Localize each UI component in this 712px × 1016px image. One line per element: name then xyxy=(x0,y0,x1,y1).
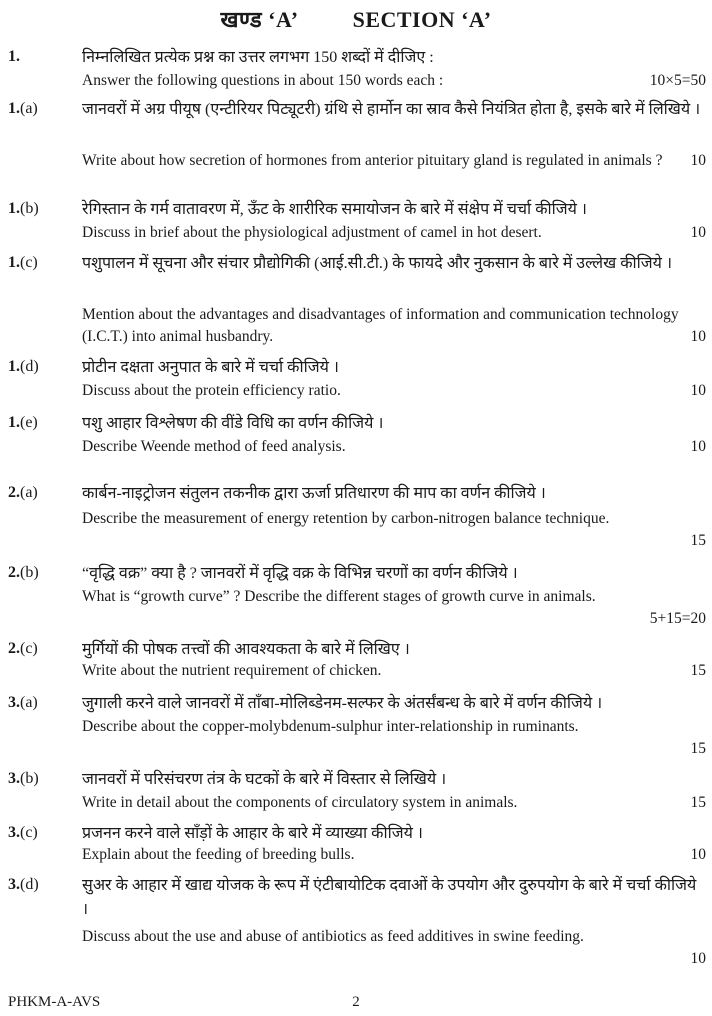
question-text-hindi: प्रजनन करने वाले साँड़ों के आहार के बारे में व्याख्या कीजिये । xyxy=(82,825,423,842)
question-text-english: Write about how secretion of hormones from anterior pituitary gland is regulated in animals ? 10 xyxy=(82,150,706,172)
question-text-hindi: पशुपालन में सूचना और संचार प्रौद्योगिकी (आई.सी.टी.) के फायदे और नुकसान के बारे में उल्लेख कीजिये । xyxy=(82,255,673,272)
question-marks: 10 xyxy=(690,438,706,455)
question-marks: 10 xyxy=(690,382,706,399)
question-text-hindi: निम्नलिखित प्रत्येक प्रश्न का उत्तर लगभग 150 शब्दों में दीजिए : xyxy=(82,49,434,66)
question-number: 1.(e) xyxy=(8,414,38,431)
question-number: 2.(a) xyxy=(8,484,38,501)
question-number: 3.(c) xyxy=(8,824,38,841)
section-title-hindi: खण्ड ‘A’ xyxy=(220,7,299,32)
question-text-english: 10 Describe Weende method of feed analysis. xyxy=(82,436,706,458)
question-text-hindi: कार्बन-नाइट्रोजन संतुलन तकनीक द्वारा ऊर्जा प्रतिधारण की माप का वर्णन कीजिये । xyxy=(82,485,546,502)
question-number: 1.(c) xyxy=(8,254,38,271)
paper-code: PHKM-A-AVS xyxy=(8,994,101,1010)
question-marks: 15 xyxy=(690,740,706,757)
question-marks: 10 xyxy=(690,846,706,863)
question-text-hindi: “वृद्धि वक्र” क्या है ? जानवरों में वृद्धि वक्र के विभिन्न चरणों का वर्णन कीजिये । xyxy=(82,565,518,582)
question-text-english: Mention about the advantages and disadvantages of information and communication technology (I.C.T.) into animal husbandry. 10 xyxy=(82,304,706,348)
question-text-english: Describe about the copper-molybdenum-sulphur inter-relationship in ruminants. 15 xyxy=(82,716,706,760)
question-text-english: Discuss about the use and abuse of antibiotics as feed additives in swine feeding. 10 xyxy=(82,926,706,970)
question-marks: 10 xyxy=(690,152,706,169)
question-marks: 15 xyxy=(690,532,706,549)
question-number: 3.(d) xyxy=(8,876,39,893)
question-text-hindi: जानवरों में परिसंचरण तंत्र के घटकों के बारे में विस्तार से लिखिये । xyxy=(82,771,447,788)
question-marks: 15 xyxy=(690,662,706,679)
question-marks: 15 xyxy=(690,794,706,811)
section-title-english: SECTION ‘A’ xyxy=(352,7,492,32)
question-text-hindi: सुअर के आहार में खाद्य योजक के रूप में एंटीबायोटिक दवाओं के उपयोग और दुरुपयोग के बारे में चर्चा कीजिये । xyxy=(82,877,697,918)
question-number: 2.(b) xyxy=(8,564,39,581)
question-text-hindi: जुगाली करने वाले जानवरों में ताँबा-मोलिब्डेनम-सल्फर के अंतर्संबन्ध के बारे में वर्णन कीजिये । xyxy=(82,695,603,712)
question-number: 3.(b) xyxy=(8,770,39,787)
question-number: 1.(b) xyxy=(8,200,39,217)
question-marks: 5+15=20 xyxy=(649,610,706,627)
question-text-hindi: प्रोटीन दक्षता अनुपात के बारे में चर्चा कीजिये । xyxy=(82,359,339,376)
question-text-english: 10 Discuss about the protein efficiency ratio. xyxy=(82,380,706,402)
section-heading xyxy=(0,4,712,34)
question-number: 1.(d) xyxy=(8,358,39,375)
question-marks: 10 xyxy=(690,950,706,967)
question-text-hindi: मुर्गियों की पोषक तत्त्वों की आवश्यकता के बारे में लिखिए । xyxy=(82,641,410,658)
question-number: 2.(c) xyxy=(8,640,38,657)
question-marks: 10 xyxy=(690,224,706,241)
question-text-english: 10 Explain about the feeding of breeding bulls. xyxy=(82,844,706,866)
question-text-hindi: जानवरों में अग्र पीयूष (एन्टीरियर पिट्यूटरी) ग्रंथि से हार्मोन का स्राव कैसे नियंत्रित होता है, इसके बारे में लिखिये । xyxy=(82,101,701,118)
question-text-english: 15 Write in detail about the components of circulatory system in animals. xyxy=(82,792,706,814)
question-text-english: Describe the measurement of energy retention by carbon-nitrogen balance technique. 15 xyxy=(82,508,706,552)
question-text-english: 10 Discuss in brief about the physiological adjustment of camel in hot desert. xyxy=(82,222,706,244)
question-number: 3.(a) xyxy=(8,694,38,711)
question-text-hindi: पशु आहार विश्लेषण की वींडे विधि का वर्णन कीजिये । xyxy=(82,415,384,432)
question-text-english: 15 Write about the nutrient requirement of chicken. xyxy=(82,660,706,682)
question-text-english: 10×5=50 Answer the following questions in about 150 words each : xyxy=(82,70,706,92)
question-marks: 10 xyxy=(690,328,706,345)
page-number: 2 xyxy=(352,994,360,1010)
question-number: 1. xyxy=(8,48,20,65)
question-text-english: What is “growth curve” ? Describe the different stages of growth curve in animals. 5+15=20 xyxy=(82,586,706,630)
question-text-hindi: रेगिस्तान के गर्म वातावरण में, ऊँट के शारीरिक समायोजन के बारे में संक्षेप में चर्चा कीजिये । xyxy=(82,201,587,218)
question-number: 1.(a) xyxy=(8,100,38,117)
question-marks: 10×5=50 xyxy=(649,72,706,89)
